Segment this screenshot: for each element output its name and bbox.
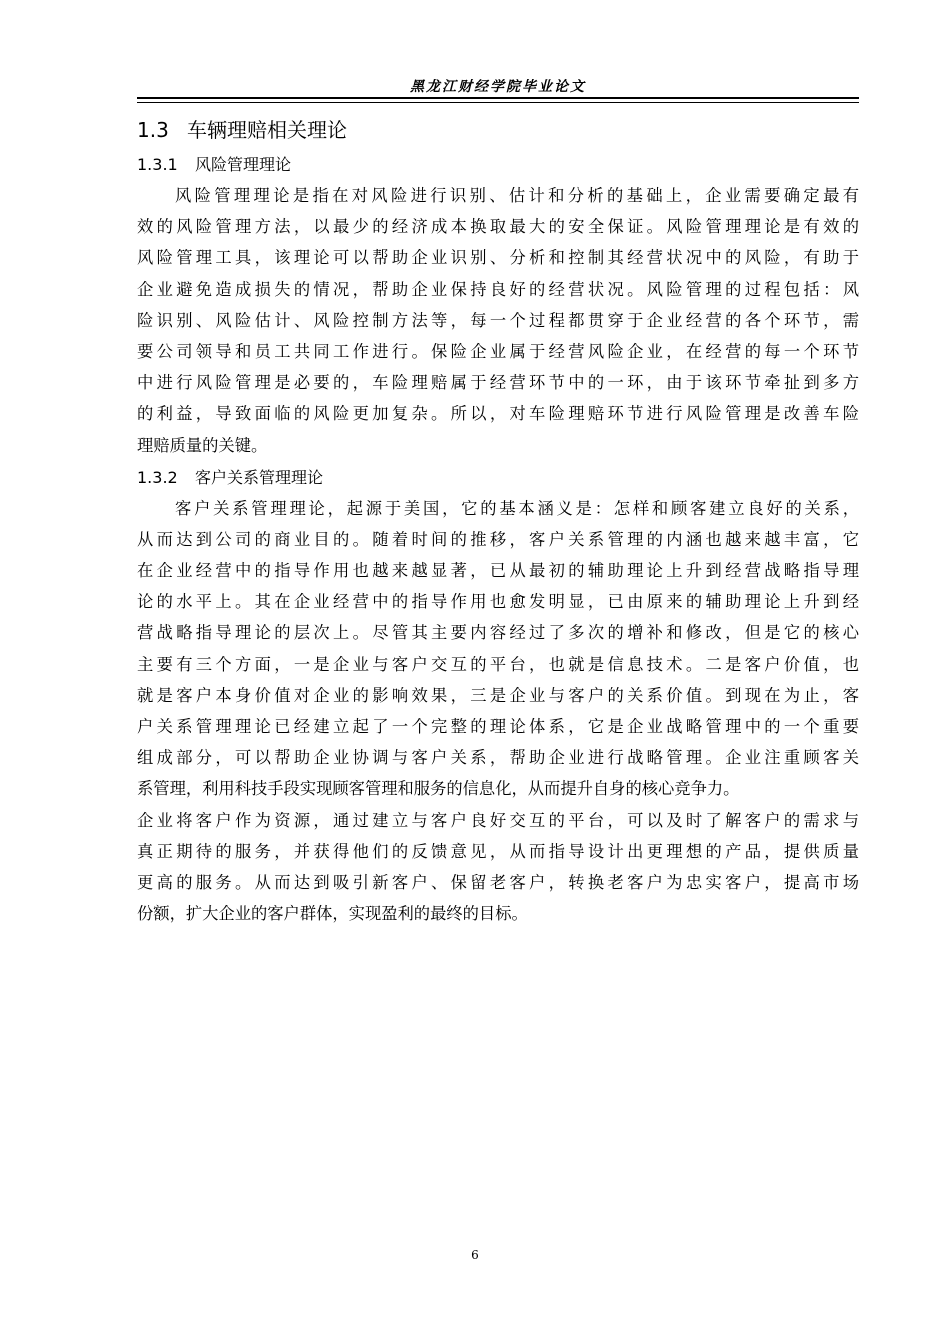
- paragraph-line: 险识别、风险估计、风险控制方法等，每一个过程都贯穿于企业经营的各个环节，需: [137, 310, 859, 330]
- subsection-title: 客户关系管理理论: [195, 467, 324, 487]
- paragraph-line: 份额，扩大企业的客户群体，实现盈利的最终的目标。: [137, 904, 528, 924]
- paragraph-line: 更高的服务。从而达到吸引新客户、保留老客户，转换老客户为忠实客户，提高市场: [137, 872, 859, 892]
- paragraph-customer-relationship: [137, 493, 859, 930]
- subsection-heading-1: [137, 150, 859, 180]
- paragraph-line: 系管理，利用科技手段实现顾客管理和服务的信息化，从而提升自身的核心竞争力。: [137, 779, 740, 799]
- subsection-heading-2: [137, 463, 859, 493]
- section-title: 车辆理赔相关理论: [187, 118, 347, 142]
- paragraph-line: 客户关系管理理论，起源于美国，它的基本涵义是：怎样和顾客建立良好的关系，: [175, 498, 859, 518]
- paragraph-line: 主要有三个方面，一是企业与客户交互的平台，也就是信息技术。二是客户价值，也: [137, 654, 859, 674]
- paragraph-line: 论的水平上。其在企业经营中的指导作用也愈发明显，已由原来的辅助理论上升到经: [137, 592, 859, 612]
- paragraph-line: 效的风险管理方法，以最少的经济成本换取最大的安全保证。风险管理理论是有效的: [137, 217, 859, 237]
- paragraph-risk-management: [137, 180, 859, 461]
- page-header-title: 黑龙江财经学院毕业论文: [410, 79, 586, 95]
- section-number: 1.3: [137, 118, 169, 142]
- paragraph-line: 从而达到公司的商业目的。随着时间的推移，客户关系管理的内涵也越来越丰富，它: [137, 529, 859, 549]
- paragraph-line: 企业避免造成损失的情况，帮助企业保持良好的经营状况。风险管理的过程包括：风: [137, 279, 859, 299]
- paragraph-line: 就是客户本身价值对企业的影响效果，三是企业与客户的关系价值。到现在为止，客: [137, 685, 859, 705]
- section-heading: [137, 112, 859, 148]
- paragraph-line: 要公司领导和员工共同工作进行。保险企业属于经营风险企业，在经营的每一个环节: [137, 341, 859, 361]
- paragraph-line: 的利益，导致面临的风险更加复杂。所以，对车险理赔环节进行风险管理是改善车险: [137, 404, 859, 424]
- page-number: 6: [471, 1248, 479, 1262]
- paragraph-line: 营战略指导理论的层次上。尽管其主要内容经过了多次的增补和修改，但是它的核心: [137, 623, 859, 643]
- paragraph-line: 中进行风险管理是必要的，车险理赔属于经营环节中的一环，由于该环节牵扯到多方: [137, 373, 859, 393]
- paragraph-line: 风险管理工具，该理论可以帮助企业识别、分析和控制其经营状况中的风险，有助于: [137, 248, 859, 268]
- subsection-title: 风险管理理论: [195, 155, 292, 174]
- paragraph-line: 企业将客户作为资源，通过建立与客户良好交互的平台，可以及时了解客户的需求与: [137, 810, 859, 830]
- subsection-number: 1.3.2: [137, 467, 178, 487]
- paragraph-line: 户关系管理理论已经建立起了一个完整的理论体系，它是企业战略管理中的一个重要: [137, 717, 859, 736]
- paragraph-line: 真正期待的服务，并获得他们的反馈意见，从而指导设计出更理想的产品，提供质量: [137, 841, 859, 861]
- subsection-number: 1.3.1: [137, 155, 178, 174]
- paragraph-line: 组成部分，可以帮助企业协调与客户关系，帮助企业进行战略管理。企业注重顾客关: [137, 748, 859, 768]
- paragraph-line: 风险管理理论是指在对风险进行识别、估计和分析的基础上，企业需要确定最有: [175, 186, 859, 205]
- paragraph-line: 理赔质量的关键。: [137, 435, 268, 455]
- paragraph-line: 在企业经营中的指导作用也越来越显著，已从最初的辅助理论上升到经营战略指导理: [137, 561, 859, 581]
- document-body: [137, 112, 859, 929]
- header-double-rule: [137, 97, 859, 103]
